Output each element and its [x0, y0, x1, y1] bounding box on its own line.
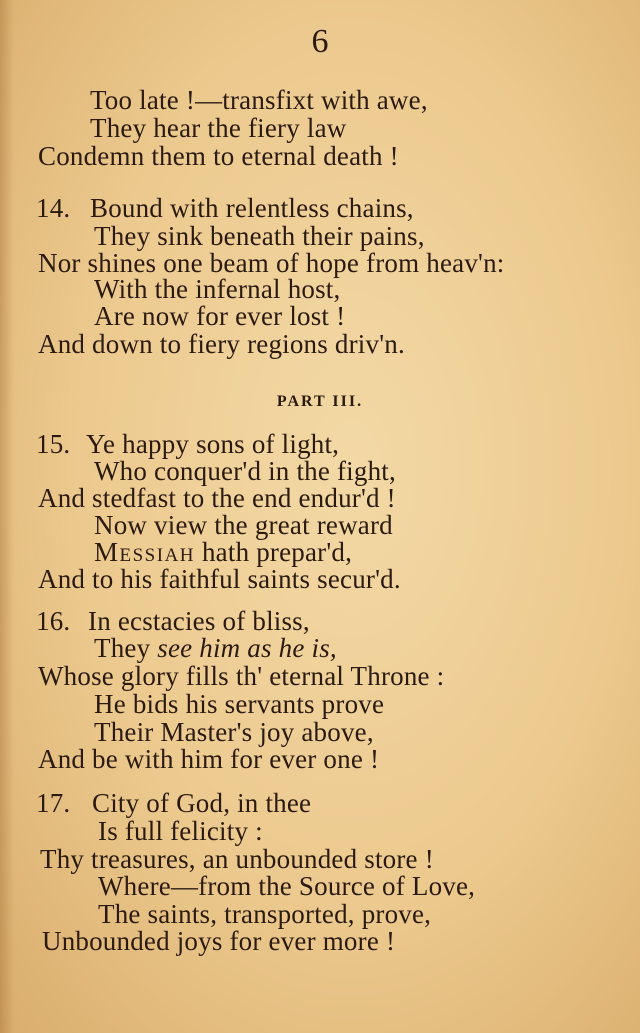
- messiah-name: Messiah: [94, 537, 196, 567]
- stanza14-line6: And down to fiery regions driv'n.: [38, 329, 405, 359]
- stanza17-line4: Where—from the Source of Love,: [98, 871, 476, 901]
- stanza15-line2: Who conquer'd in the fight,: [94, 456, 396, 486]
- stanza16-line3: Whose glory fills th' eternal Throne :: [38, 661, 445, 691]
- stanza16-line5: Their Master's joy above,: [94, 717, 374, 747]
- stanza16-line6: And be with him for ever one !: [38, 744, 380, 774]
- stanza14-line2: They sink beneath their pains,: [94, 221, 425, 251]
- stanza15-line4: Now view the great reward: [94, 510, 393, 540]
- stanza13-line2: They hear the fiery law: [90, 113, 347, 143]
- stanza17-line1: City of God, in thee: [92, 788, 312, 818]
- part-heading: PART III.: [276, 393, 364, 410]
- stanza17-number: 17.: [36, 788, 71, 818]
- stanza15-line3: And stedfast to the end endur'd !: [38, 483, 396, 513]
- stanza17-line3: Thy treasures, an unbounded store !: [40, 844, 434, 874]
- stanza16-line1: In ecstacies of bliss,: [88, 606, 310, 636]
- stanza15-line5-rest: hath prepar'd,: [201, 537, 353, 567]
- stanza13-line1: Too late !—transfixt with awe,: [90, 85, 428, 115]
- stanza13-line3: Condemn them to eternal death !: [38, 141, 399, 171]
- stanza16-line4: He bids his servants prove: [94, 689, 385, 719]
- stanza16-line2-italic: see him as he is,: [157, 633, 337, 663]
- stanza14-line5: Are now for ever lost !: [94, 301, 346, 331]
- stanza17-line2: Is full felicity :: [98, 816, 263, 846]
- page-number: 6: [311, 23, 329, 60]
- stanza17-line5: The saints, transported, prove,: [98, 899, 432, 929]
- stanza17-line6: Unbounded joys for ever more !: [42, 926, 396, 956]
- stanza15-line6: And to his faithful saints secur'd.: [38, 564, 401, 594]
- stanza14-line4: With the infernal host,: [94, 274, 341, 304]
- stanza16-line2-a: They: [94, 633, 151, 663]
- page-edge-shadow: [0, 0, 14, 1033]
- stanza14-line3: Nor shines one beam of hope from heav'n:: [38, 248, 505, 278]
- stanza14-line1: Bound with relentless chains,: [90, 193, 414, 223]
- stanza15-line1: Ye happy sons of light,: [86, 429, 340, 459]
- stanza16-number: 16.: [36, 606, 71, 636]
- stanza14-number: 14.: [36, 193, 71, 223]
- stanza15-number: 15.: [36, 429, 71, 459]
